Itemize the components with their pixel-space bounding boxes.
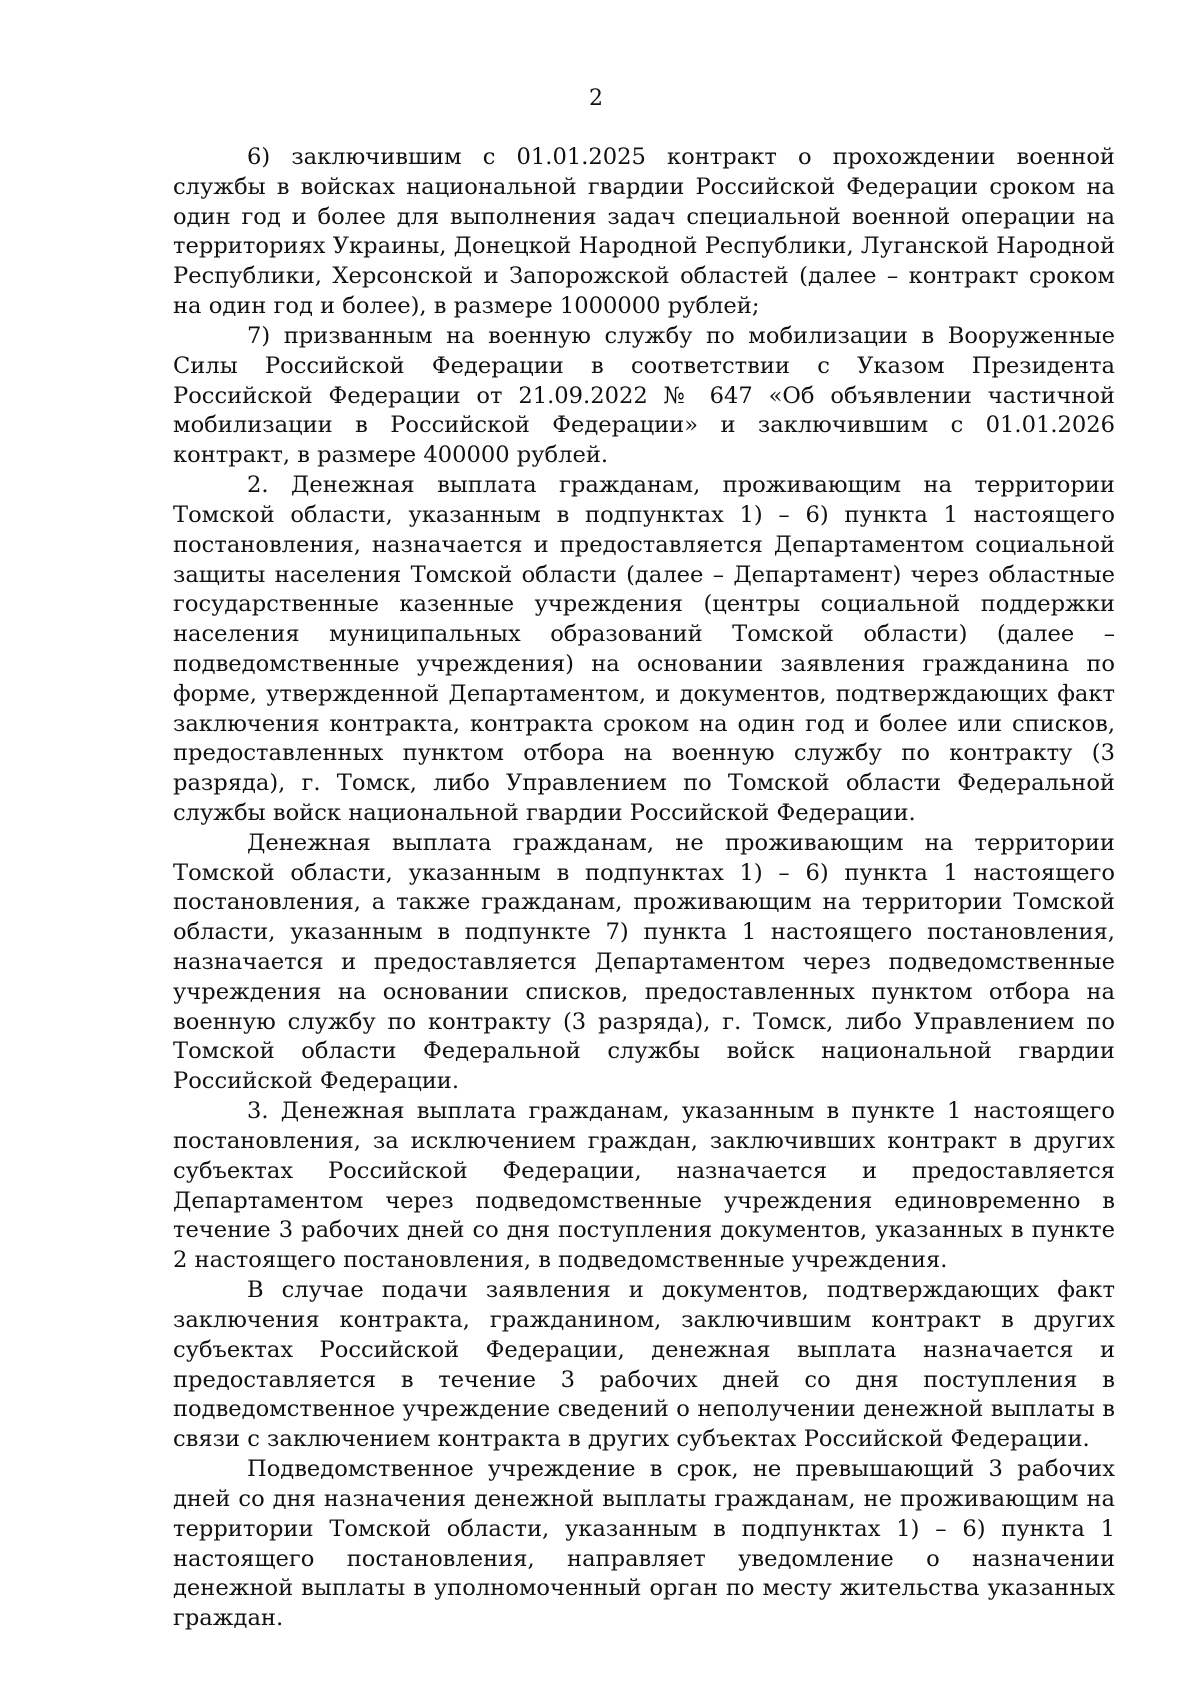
paragraph-subitem-7: 7) призванным на военную службу по мобилизации в Вооруженные Силы Российской Федерации в соответствии с Указом Президента Российской Федерации от 21.09.2022 № 647 «Об объявлении частичной мобилизации в Российской Федерации» и заключившим с 01.01.2026 контракт, в размере 400000 рублей. <box>173 322 1115 469</box>
paragraph-subitem-6: 6) заключившим с 01.01.2025 контракт о прохождении военной службы в войсках национальной гвардии Российской Федерации сроком на один год и более для выполнения задач специальной военной операции на территориях Украины, Донецкой Народной Республики, Луганской Народной Республики, Херсонской и Запорожской областей (далее – контракт сроком на один год и более), в размере 1000000 рублей; <box>173 144 1115 319</box>
paragraph-item-2-continued: Денежная выплата гражданам, не проживающим на территории Томской области, указанным в подпунктах 1) – 6) пункта 1 настоящего постановления, а также гражданам, проживающим на территории Томской области, указанным в подпункте 7) пункта 1 настоящего постановления, назначается и предоставляется Департаментом через подведомственные учреждения на основании списков, предоставленных пунктом отбора на военную службу по контракту (3 разряда), г. Томск, либо Управлением по Томской области Федеральной службы войск национальной гвардии Российской Федерации. <box>173 829 1115 1095</box>
document-body <box>173 143 1115 1634</box>
paragraph-item-3-other-subjects: В случае подачи заявления и документов, подтверждающих факт заключения контракта, гражданином, заключившим контракт в других субъектах Российской Федерации, денежная выплата назначается и предоставляется в течение 3 рабочих дней со дня поступления в подведомственное учреждение сведений о неполучении денежной выплаты в связи с заключением контракта в других субъектах Российской Федерации. <box>173 1277 1115 1453</box>
paragraph-item-3-notification: Подведомственное учреждение в срок, не превышающий 3 рабочих дней со дня назначения денежной выплаты гражданам, не проживающим на территории Томской области, указанным в подпунктах 1) – 6) пункта 1 настоящего постановления, направляет уведомление о назначении денежной выплаты в уполномоченный орган по месту жительства указанных граждан. <box>173 1456 1115 1632</box>
paragraph-item-2: 2. Денежная выплата гражданам, проживающим на территории Томской области, указанным в подпунктах 1) – 6) пункта 1 настоящего постановления, назначается и предоставляется Департаментом социальной защиты населения Томской области (далее – Департамент) через областные государственные казенные учреждения (центры социальной поддержки населения муниципальных образований Томской области) (далее – подведомственные учреждения) на основании заявления гражданина по форме, утвержденной Департаментом, и документов, подтверждающих факт заключения контракта, контракта сроком на один год и более или списков, предоставленных пунктом отбора на военную службу по контракту (3 разряда), г. Томск, либо Управлением по Томской области Федеральной службы войск национальной гвардии Российской Федерации. <box>173 472 1115 826</box>
page-number: 2 <box>589 86 603 111</box>
paragraph-item-3: 3. Денежная выплата гражданам, указанным в пункте 1 настоящего постановления, за исключением граждан, заключивших контракт в других субъектах Российской Федерации, назначается и предоставляется Департаментом через подведомственные учреждения единовременно в течение 3 рабочих дней со дня поступления документов, указанных в пункте 2 настоящего постановления, в подведомственные учреждения. <box>173 1098 1115 1274</box>
